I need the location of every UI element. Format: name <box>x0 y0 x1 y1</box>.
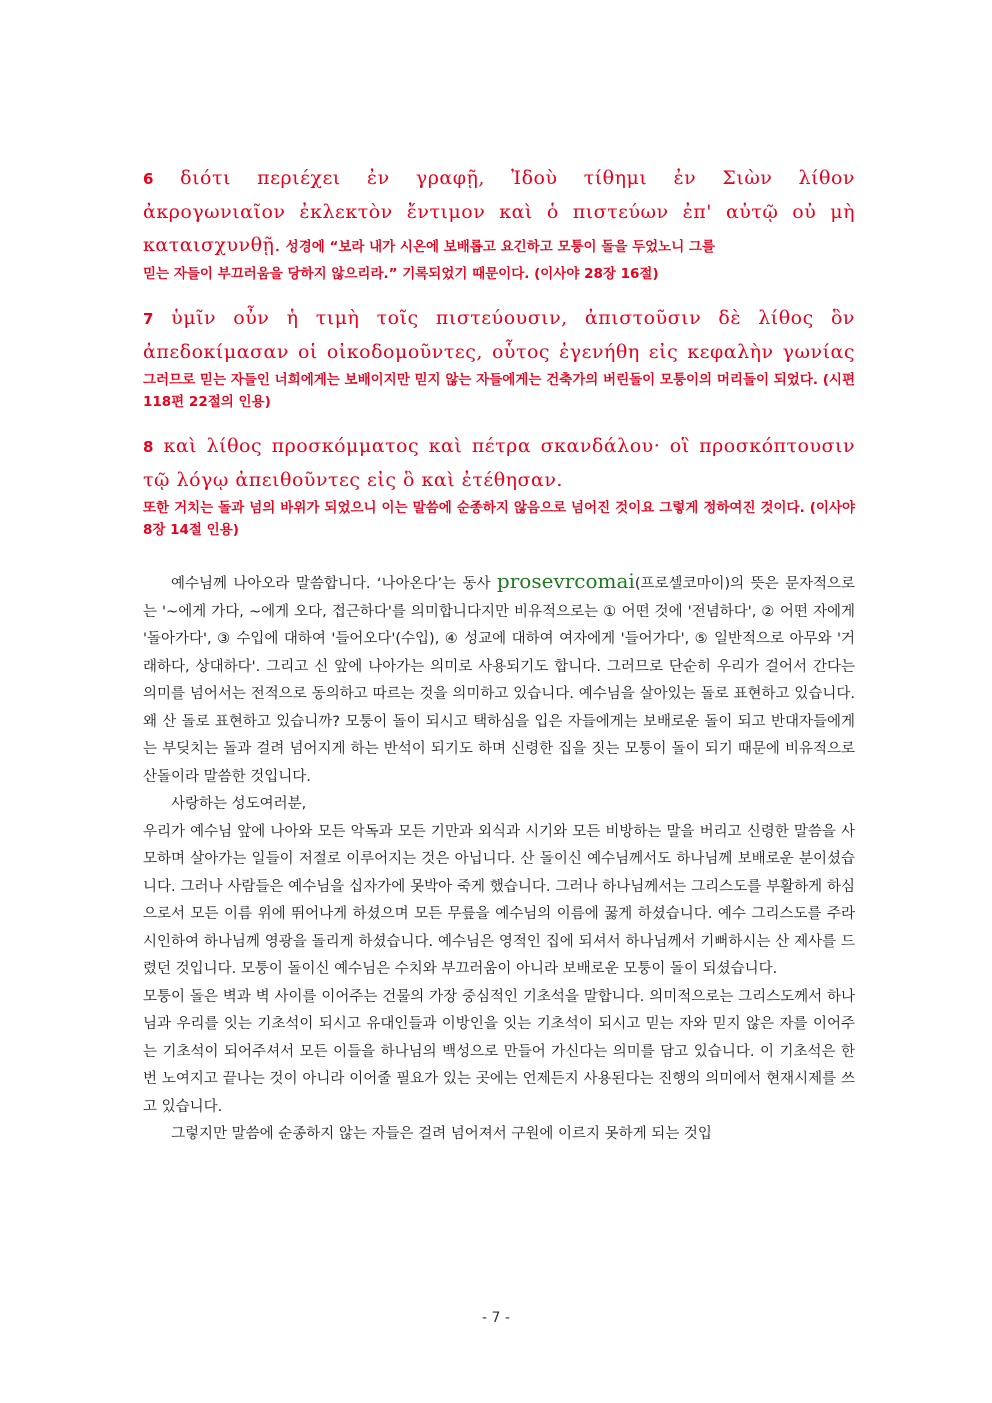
page-number: - 7 - <box>482 1310 510 1326</box>
paragraph-3: 우리가 예수님 앞에 나아와 모든 악독과 모든 기만과 외식과 시기와 모든 비방하는 말을 버리고 신령한 말씀을 사모하며 살아가는 일들이 저절로 이루어지는 것은 아닙니다. 산 돌이신 예수님께서도 하나님께 보배로운 분이셨습니다. 그러나 사람들은 예수님을 십자가에 못박아 죽게 했습니다. 그러나 하나님께서는 그리스도를 부활하게 하심으로서 모든 이름 위에 뛰어나게 하셨으며 모든 무릎을 예수님의 이름에 꿇게 하셨습니다. 예수 그리스도를 주라 시인하여 하나님께 영광을 돌리게 하셨습니다. 예수님은 영적인 집에 되셔서 하나님께서 기뻐하시는 산 제사를 드렸던 것입니다. 모퉁이 돌이신 예수님은 수치와 부끄러움이 아니라 보배로운 모퉁이 돌이 되셨습니다. <box>143 823 855 977</box>
verse-8-greek-line-2: τῷ λόγῳ ἀπειθοῦντες εἰς ὃ καὶ ἐτέθησαν. <box>143 469 563 491</box>
verse-8-korean: 또한 거치는 돌과 넘의 바위가 되었으니 이는 말씀에 순종하지 않음으로 넘어진 것이요 그렇게 정하여진 것이다. (이사야 8장 14절 인용) <box>143 500 855 538</box>
paragraph-2: 사랑하는 성도여러분, <box>171 796 307 812</box>
sermon-body <box>143 568 855 1149</box>
paragraph-4: 모퉁이 돌은 벽과 벽 사이를 이어주는 건물의 가장 중심적인 기초석을 말합니다. 의미적으로는 그리스도께서 하나님과 우리를 잇는 기초석이 되시고 유대인들과 이방인을 잇는 기초석이 되시고 믿는 자와 믿지 않은 자를 이어주는 기초석이 되어주셔서 모든 이들을 하나님의 백성으로 만들어 가신다는 의미를 담고 있습니다. 이 기초석은 한번 노여지고 끝나는 것이 아니라 이어줄 필요가 있는 곳에는 언제든지 사용된다는 진행의 의미에서 현재시제를 쓰고 있습니다. <box>143 988 855 1115</box>
paragraph-1-start: 예수님께 나아오라 말씀합니다. ‘나아온다’는 동사 <box>171 576 497 592</box>
verse-6-greek-line-2: ἀκρογωνιαῖον ἐκλεκτὸν ἔντιμον καὶ ὁ πιστεύων ἐπ' αὐτῷ οὐ μὴ <box>143 201 855 223</box>
verse-7-korean: 그러므로 믿는 자들인 너희에게는 보배이지만 믿지 않는 자들에게는 건축가의 버린돌이 모퉁이의 머리돌이 되었다. (시편 118편 22절의 인용) <box>143 372 855 410</box>
paragraph-5: 그렇지만 말씀에 순종하지 않는 자들은 걸려 넘어져서 구원에 이르지 못하게 되는 것입 <box>171 1126 712 1142</box>
greek-text: καὶ λίθος προσκόμματος καὶ πέτρα σκανδάλου· οἳ προσκόπτουσιν <box>163 435 855 457</box>
verse-number: 6 <box>143 170 154 188</box>
verse-6-korean <box>143 229 855 286</box>
verse-6-greek-tail: καταισχυνθῇ. <box>143 234 281 256</box>
verse-number: 8 <box>143 438 154 456</box>
verse-6-korean-rest: 믿는 자들이 부끄러움을 당하지 않으리라.” 기록되었기 때문이다. (이사야 28장 16절) <box>143 266 659 282</box>
verse-6 <box>143 162 855 286</box>
verse-7 <box>143 302 855 413</box>
verse-7-greek-line-2: ἀπεδοκίμασαν οἱ οἰκοδομοῦντες, οὗτος ἐγενήθη εἰς κεφαλὴν γωνίας <box>143 341 855 363</box>
greek-text: ὑμῖν οὖν ἡ τιμὴ τοῖς πιστεύουσιν, ἀπιστοῦσιν δὲ λίθος ὃν <box>171 307 855 329</box>
verse-number: 7 <box>143 310 154 328</box>
verse-6-greek-line-1 <box>143 162 855 196</box>
verse-6-korean-first: 성경에 “보라 내가 시온에 보배롭고 요긴하고 모퉁이 돌을 두었노니 그를 <box>280 239 716 255</box>
verse-8 <box>143 430 855 541</box>
paragraph-1 <box>143 568 855 791</box>
verse-8-greek-line-1 <box>143 430 855 464</box>
paragraph-1-rest: (프로셀코마이)의 뜻은 문자적으로는 '~에게 가다, ~에게 오다, 접근하다'를 의미합니다지만 비유적으로는 ① 어떤 것에 '전념하다', ② 어떤 자에게 '돌아가다', ③ 수입에 대하여 '들어오다'(수입), ④ 성교에 대하여 여자에게 '들어가다', ⑤ 일반적으로 아무와 '거래하다, 상대하다'. 그리고 신 앞에 나아가는 의미로 사용되기도 합니다. 그러므로 단순히 우리가 걸어서 간다는 의미를 넘어서는 전적으로 동의하고 따르는 것을 의미하고 있습니다. 예수님을 살아있는 돌로 표현하고 있습니다. 왜 산 돌로 표현하고 있습니까? 모퉁이 돌이 되시고 택하심을 입은 자들에게는 보배로운 돌이 되고 반대자들에게는 부딪치는 돌과 걸려 넘어지게 하는 반석이 되기도 하며 신령한 집을 짓는 모퉁이 돌이 되기 때문에 비유적으로 산돌이라 말씀한 것입니다. <box>143 576 855 785</box>
greek-transliteration: prosevrcomai <box>496 569 635 593</box>
verse-7-greek-line-1 <box>143 302 855 336</box>
greek-text: διότι περιέχει ἐν γραφῇ, Ἰδοὺ τίθημι ἐν Σιὼν λίθον <box>180 167 855 189</box>
